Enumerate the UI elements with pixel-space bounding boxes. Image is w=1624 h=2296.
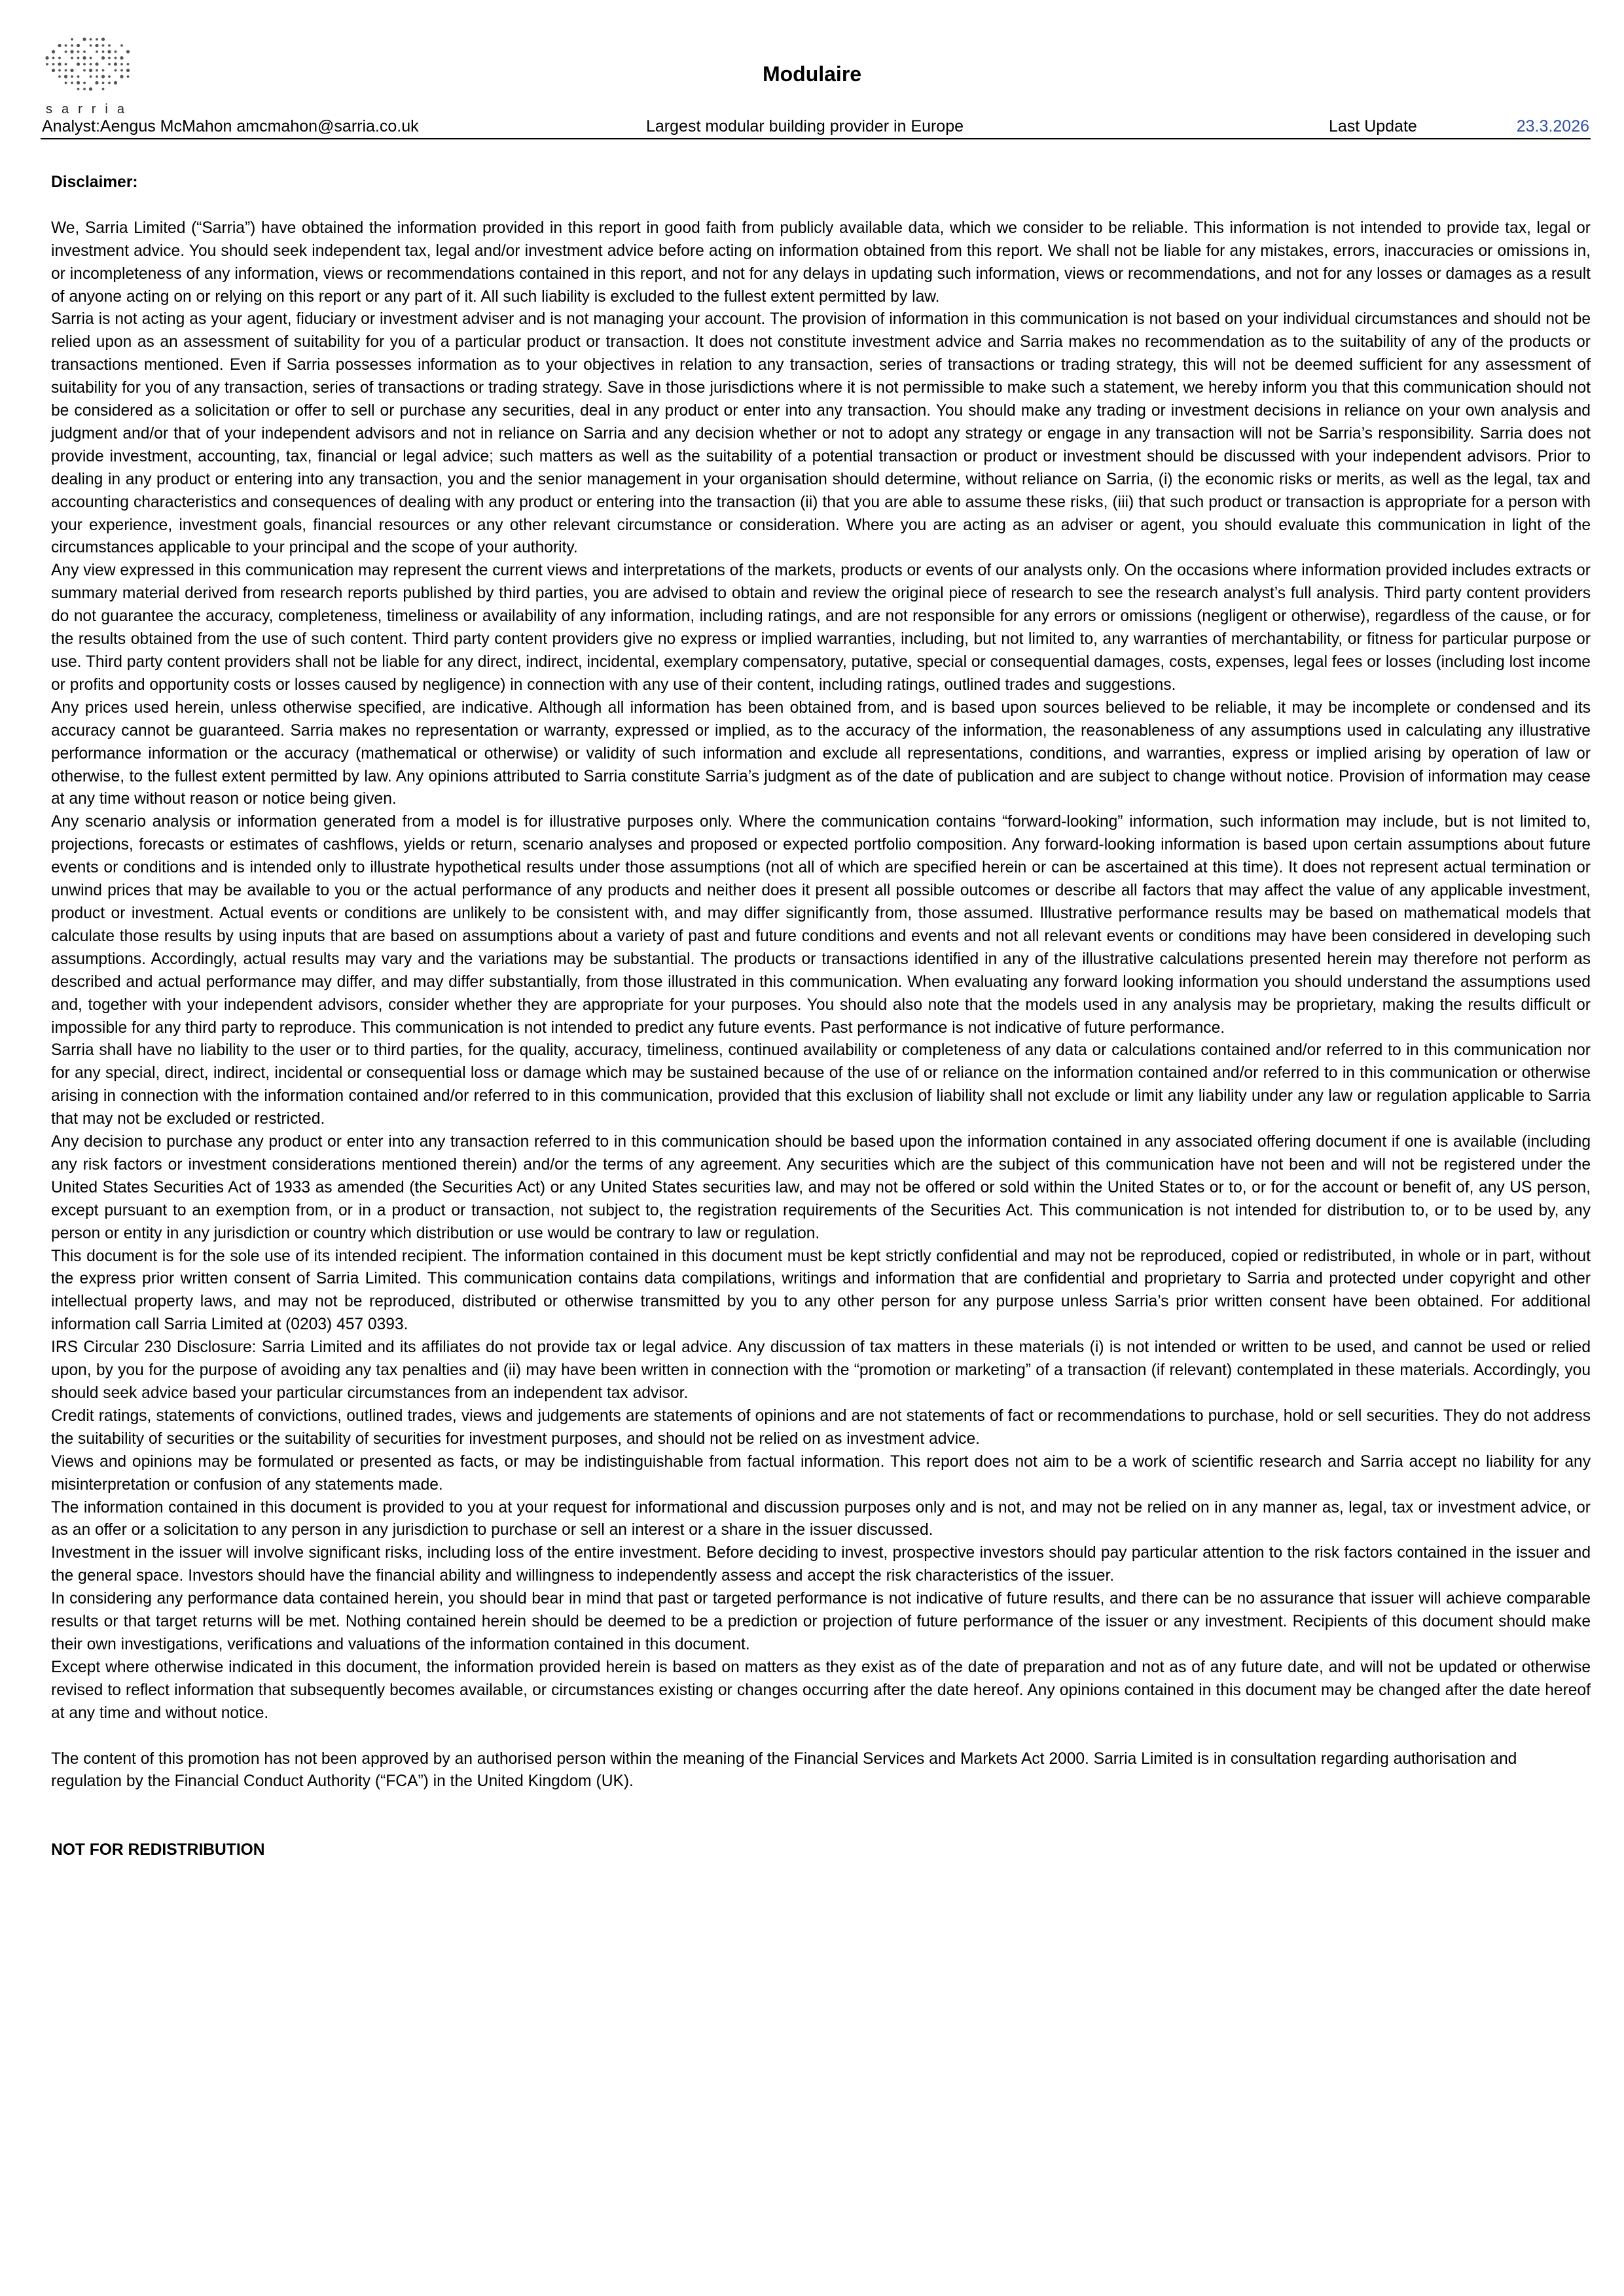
- last-update-date: 23.3.2026: [1516, 117, 1589, 135]
- disclaimer-paragraph: Sarria is not acting as your agent, fiduciary or investment adviser and is not managing your account. The provision of information in this communication is not based on your individual circumstances and should not be relied upon as an assessment of suitability for you of a particular product or transaction. It does not constitute investment advice and Sarria makes no recommendation as to the suitability of any of the products or transactions mentioned. Even if Sarria possesses information as to your objectives in relation to any transaction, series of transactions or trading strategy, this will not be deemed sufficient for any assessment of suitability for you of any transaction, series of transactions or trading strategy. Save in those jurisdictions where it is not permissible to make such a statement, we hereby inform you that this communication should not be considered as a solicitation or offer to sell or purchase any securities, deal in any product or enter into any transaction. You should make any trading or investment decisions in reliance on your own analysis and judgment and/or that of your independent advisors and not in reliance on Sarria and any decision whether or not to adopt any strategy or engage in any transaction will not be Sarria’s responsibility. Sarria does not provide investment, accounting, tax, financial or legal advice; such matters as well as the suitability of a potential transaction or product or investment should be discussed with your independent advisors. Prior to dealing in any product or entering into any transaction, you and the senior management in your organisation should determine, without reliance on Sarria, (i) the economic risks or merits, as well as the legal, tax and accounting characteristics and consequences of dealing with any product or entering into the transaction (ii) that you are able to assume these risks, (iii) that such product or transaction is appropriate for a person with your experience, investment goals, financial resources or any other relevant circumstance or consideration. Where you are acting as an adviser or agent, you should evaluate this communication in light of the circumstances applicable to your principal and the scope of your authority.: [51, 310, 1591, 557]
- disclaimer-paragraph: Any scenario analysis or information generated from a model is for illustrative purposes only. Where the communication contains “forward-looking” information, such information may include, but is not limited to, projections, forecasts or estimates of cashflows, yields or return, scenario analyses and proposed or expected portfolio composition. Any forward-looking information is based upon certain assumptions about future events or conditions and is intended only to illustrate hypothetical results under those assumptions (not all of which are specified herein or can be ascertained at this time). It does not represent actual termination or unwind prices that may be available to you or the actual performance of any products and neither does it present all possible outcomes or describe all factors that may affect the value of any applicable investment, product or investment. Actual events or conditions are unlikely to be consistent with, and may differ significantly from, those assumed. Illustrative performance results may be based on mathematical models that calculate those results by using inputs that are based on assumptions about a variety of past and future conditions and events and not all relevant events or conditions may have been considered in developing such assumptions. Accordingly, actual results may vary and the variations may be substantial. The products or transactions identified in any of the illustrative calculations presented herein may therefore not perform as described and actual performance may differ, and may differ substantially, from those illustrated in this communication. When evaluating any forward looking information you should understand the assumptions used and, together with your independent advisors, consider whether they are appropriate for your purposes. You should also note that the models used in any analysis may be proprietary, making the results difficult or impossible for any third party to reproduce. This communication is not intended to predict any future events. Past performance is not indicative of future performance.: [51, 813, 1591, 1037]
- last-update-label: Last Update: [1329, 117, 1417, 135]
- company-tagline: Largest modular building provider in Europe: [646, 117, 964, 135]
- disclaimer-section: [51, 171, 1591, 1862]
- disclaimer-paragraph: We, Sarria Limited (“Sarria”) have obtained the information provided in this report in good faith from publicly available data, which we consider to be reliable. This information is not intended to provide tax, legal or investment advice. You should seek independent tax, legal and/or investment advice before acting on information obtained from this report. We shall not be liable for any mistakes, errors, inaccuracies or omissions in, or incompleteness of any information, views or recommendations contained in this report, and not for any delays in updating such information, views or recommendations, and not for any losses or damages as a result of anyone acting on or relying on this report or any part of it. All such liability is excluded to the fullest extent permitted by law.: [51, 219, 1591, 306]
- disclaimer-paragraph: The information contained in this document is provided to you at your request for informational and discussion purposes only and is not, and may not be relied on in any manner as, legal, tax or investment advice, or as an offer or a solicitation to any person in any jurisdiction to purchase or sell an interest or a share in the issuer discussed.: [51, 1498, 1591, 1539]
- document-title: Modulaire: [762, 62, 862, 86]
- disclaimer-paragraph: Views and opinions may be formulated or presented as facts, or may be indistinguishable from factual information. This report does not aim to be a work of scientific research and Sarria accept no liability for any misinterpretation or confusion of any statements made.: [51, 1452, 1591, 1494]
- disclaimer-paragraph: Sarria shall have no liability to the user or to third parties, for the quality, accuracy, timeliness, continued availability or completeness of any data or calculations contained and/or referred to in this communication nor for any special, direct, indirect, incidental or consequential loss or damage which may be sustained because of the use of or reliance on the information contained and/or referred to in this communication or otherwise arising in connection with the information contained and/or referred to in this communication, provided that this exclusion of liability shall not exclude or limit any liability under any law or regulation applicable to Sarria that may not be excluded or restricted.: [51, 1041, 1591, 1128]
- disclaimer-paragraph: Any prices used herein, unless otherwise specified, are indicative. Although all information has been obtained from, and is based upon sources believed to be reliable, it may be incomplete or condensed and its accuracy cannot be guaranteed. Sarria makes no representation or warranty, expressed or implied, as to the accuracy of the information, the reasonableness of any assumptions used in calculating any illustrative performance information or the accuracy (mathematical or otherwise) or validity of such information and exclude all representations, conditions, and warranties, express or implied arising by operation of law or otherwise, to the fullest extent permitted by law. Any opinions attributed to Sarria constitute Sarria’s judgment as of the date of publication and are subject to change without notice. Provision of information may cease at any time without reason or notice being given.: [51, 698, 1591, 808]
- logo-wordmark: sarria: [45, 102, 134, 117]
- fca-statement: The content of this promotion has not been approved by an authorised person within the meaning of the Financial Services and Markets Act 2000. Sarria Limited is in consultation regarding authorisation and regulation by the Financial Conduct Authority (“FCA”) in the United Kingdom (UK).: [51, 1749, 1517, 1791]
- header-info-row: [41, 115, 1591, 139]
- disclaimer-paragraph: Any decision to purchase any product or enter into any transaction referred to in this communication should be based upon the information contained in any associated offering document if one is available (including any risk factors or investment considerations mentioned therein) and/or the terms of any agreement. Any securities which are the subject of this communication have not been and will not be registered under the United States Securities Act of 1933 as amended (the Securities Act) or any United States securities law, and may not be offered or sold within the United States or to, or for the account or benefit of, any US person, except pursuant to an exemption from, or in a product or transaction, not subject to, the registration requirements of the Securities Act. This communication is not intended for distribution to, or to be used by, any person or entity in any jurisdiction or country which distribution or use would be contrary to law or regulation.: [51, 1133, 1591, 1242]
- disclaimer-paragraph: Any view expressed in this communication may represent the current views and interpretations of the markets, products or events of our analysts only. On the occasions where information provided includes extracts or summary material derived from research reports published by third parties, you are advised to obtain and review the original piece of research to see the research analyst’s full analysis. Third party content providers do not guarantee the accuracy, completeness, timeliness or availability of any information, including ratings, and are not responsible for any errors or omissions (negligent or otherwise), regardless of the cause, or for the results obtained from the use of such content. Third party content providers give no express or implied warranties, including, but not limited to, any warranties of merchantability, or fitness for particular purpose or use. Third party content providers shall not be liable for any direct, indirect, incidental, exemplary compensatory, putative, special or consequential damages, costs, expenses, legal fees or losses (including lost income or profits and opportunity costs or losses caused by negligence) in connection with any use of their content, including ratings, outlined trades and suggestions.: [51, 562, 1591, 694]
- disclaimer-paragraph: IRS Circular 230 Disclosure: Sarria Limited and its affiliates do not provide tax or legal advice. Any discussion of tax matters in these materials (i) is not intended or written to be used, and cannot be used or relied upon, by you for the purpose of avoiding any tax penalties and (ii) may have been written in connection with the “promotion or marketing” of a transaction (if relevant) contemplated in these materials. Accordingly, you should seek advice based your particular circumstances from an independent tax advisor.: [51, 1338, 1591, 1403]
- disclaimer-paragraph: Investment in the issuer will involve significant risks, including loss of the entire investment. Before deciding to invest, prospective investors should pay particular attention to the risk factors contained in the issuer and the general space. Investors should have the financial ability and willingness to independently assess and accept the risk characteristics of the issuer.: [51, 1544, 1591, 1585]
- disclaimer-paragraph: Except where otherwise indicated in this document, the information provided herein is based on matters as they exist as of the date of preparation and not as of any future date, and will not be updated or otherwise revised to reflect information that subsequently becomes available, or circumstances existing or changes occurring after the date hereof. Any opinions contained in this document may be changed after the date hereof at any time and without notice.: [51, 1658, 1591, 1722]
- disclaimer-paragraph: Credit ratings, statements of convictions, outlined trades, views and judgements are statements of opinions and are not statements of fact or recommendations to purchase, hold or sell securities. They do not address the suitability of securities or the suitability of securities for investment purposes, and should not be relied on as investment advice.: [51, 1407, 1591, 1448]
- redistribution-notice: NOT FOR REDISTRIBUTION: [51, 1841, 265, 1859]
- disclaimer-paragraph: This document is for the sole use of its intended recipient. The information contained in this document must be kept strictly confidential and may not be reproduced, copied or redistributed, in whole or in part, without the express prior written consent of Sarria Limited. This communication contains data compilations, writings and information that are confidential and proprietary to Sarria and protected under copyright and other intellectual property laws, and may not be reproduced, distributed or otherwise transmitted by you to any other person for any purpose unless Sarria’s prior written consent have been obtained. For additional information call Sarria Limited at (0203) 457 0393.: [51, 1247, 1591, 1334]
- disclaimer-heading: Disclaimer:: [51, 173, 138, 191]
- disclaimer-paragraph: In considering any performance data contained herein, you should bear in mind that past or targeted performance is not indicative of future results, and there can be no assurance that issuer will achieve comparable results or that target returns will be met. Nothing contained herein should be deemed to be a prediction or projection of future performance of the issuer or any investment. Recipients of this document should make their own investigations, verifications and valuations of the information contained in this document.: [51, 1590, 1591, 1653]
- disclaimer-paragraphs: [51, 217, 1591, 1725]
- analyst-contact: Analyst:Aengus McMahon amcmahon@sarria.co.uk: [42, 117, 419, 135]
